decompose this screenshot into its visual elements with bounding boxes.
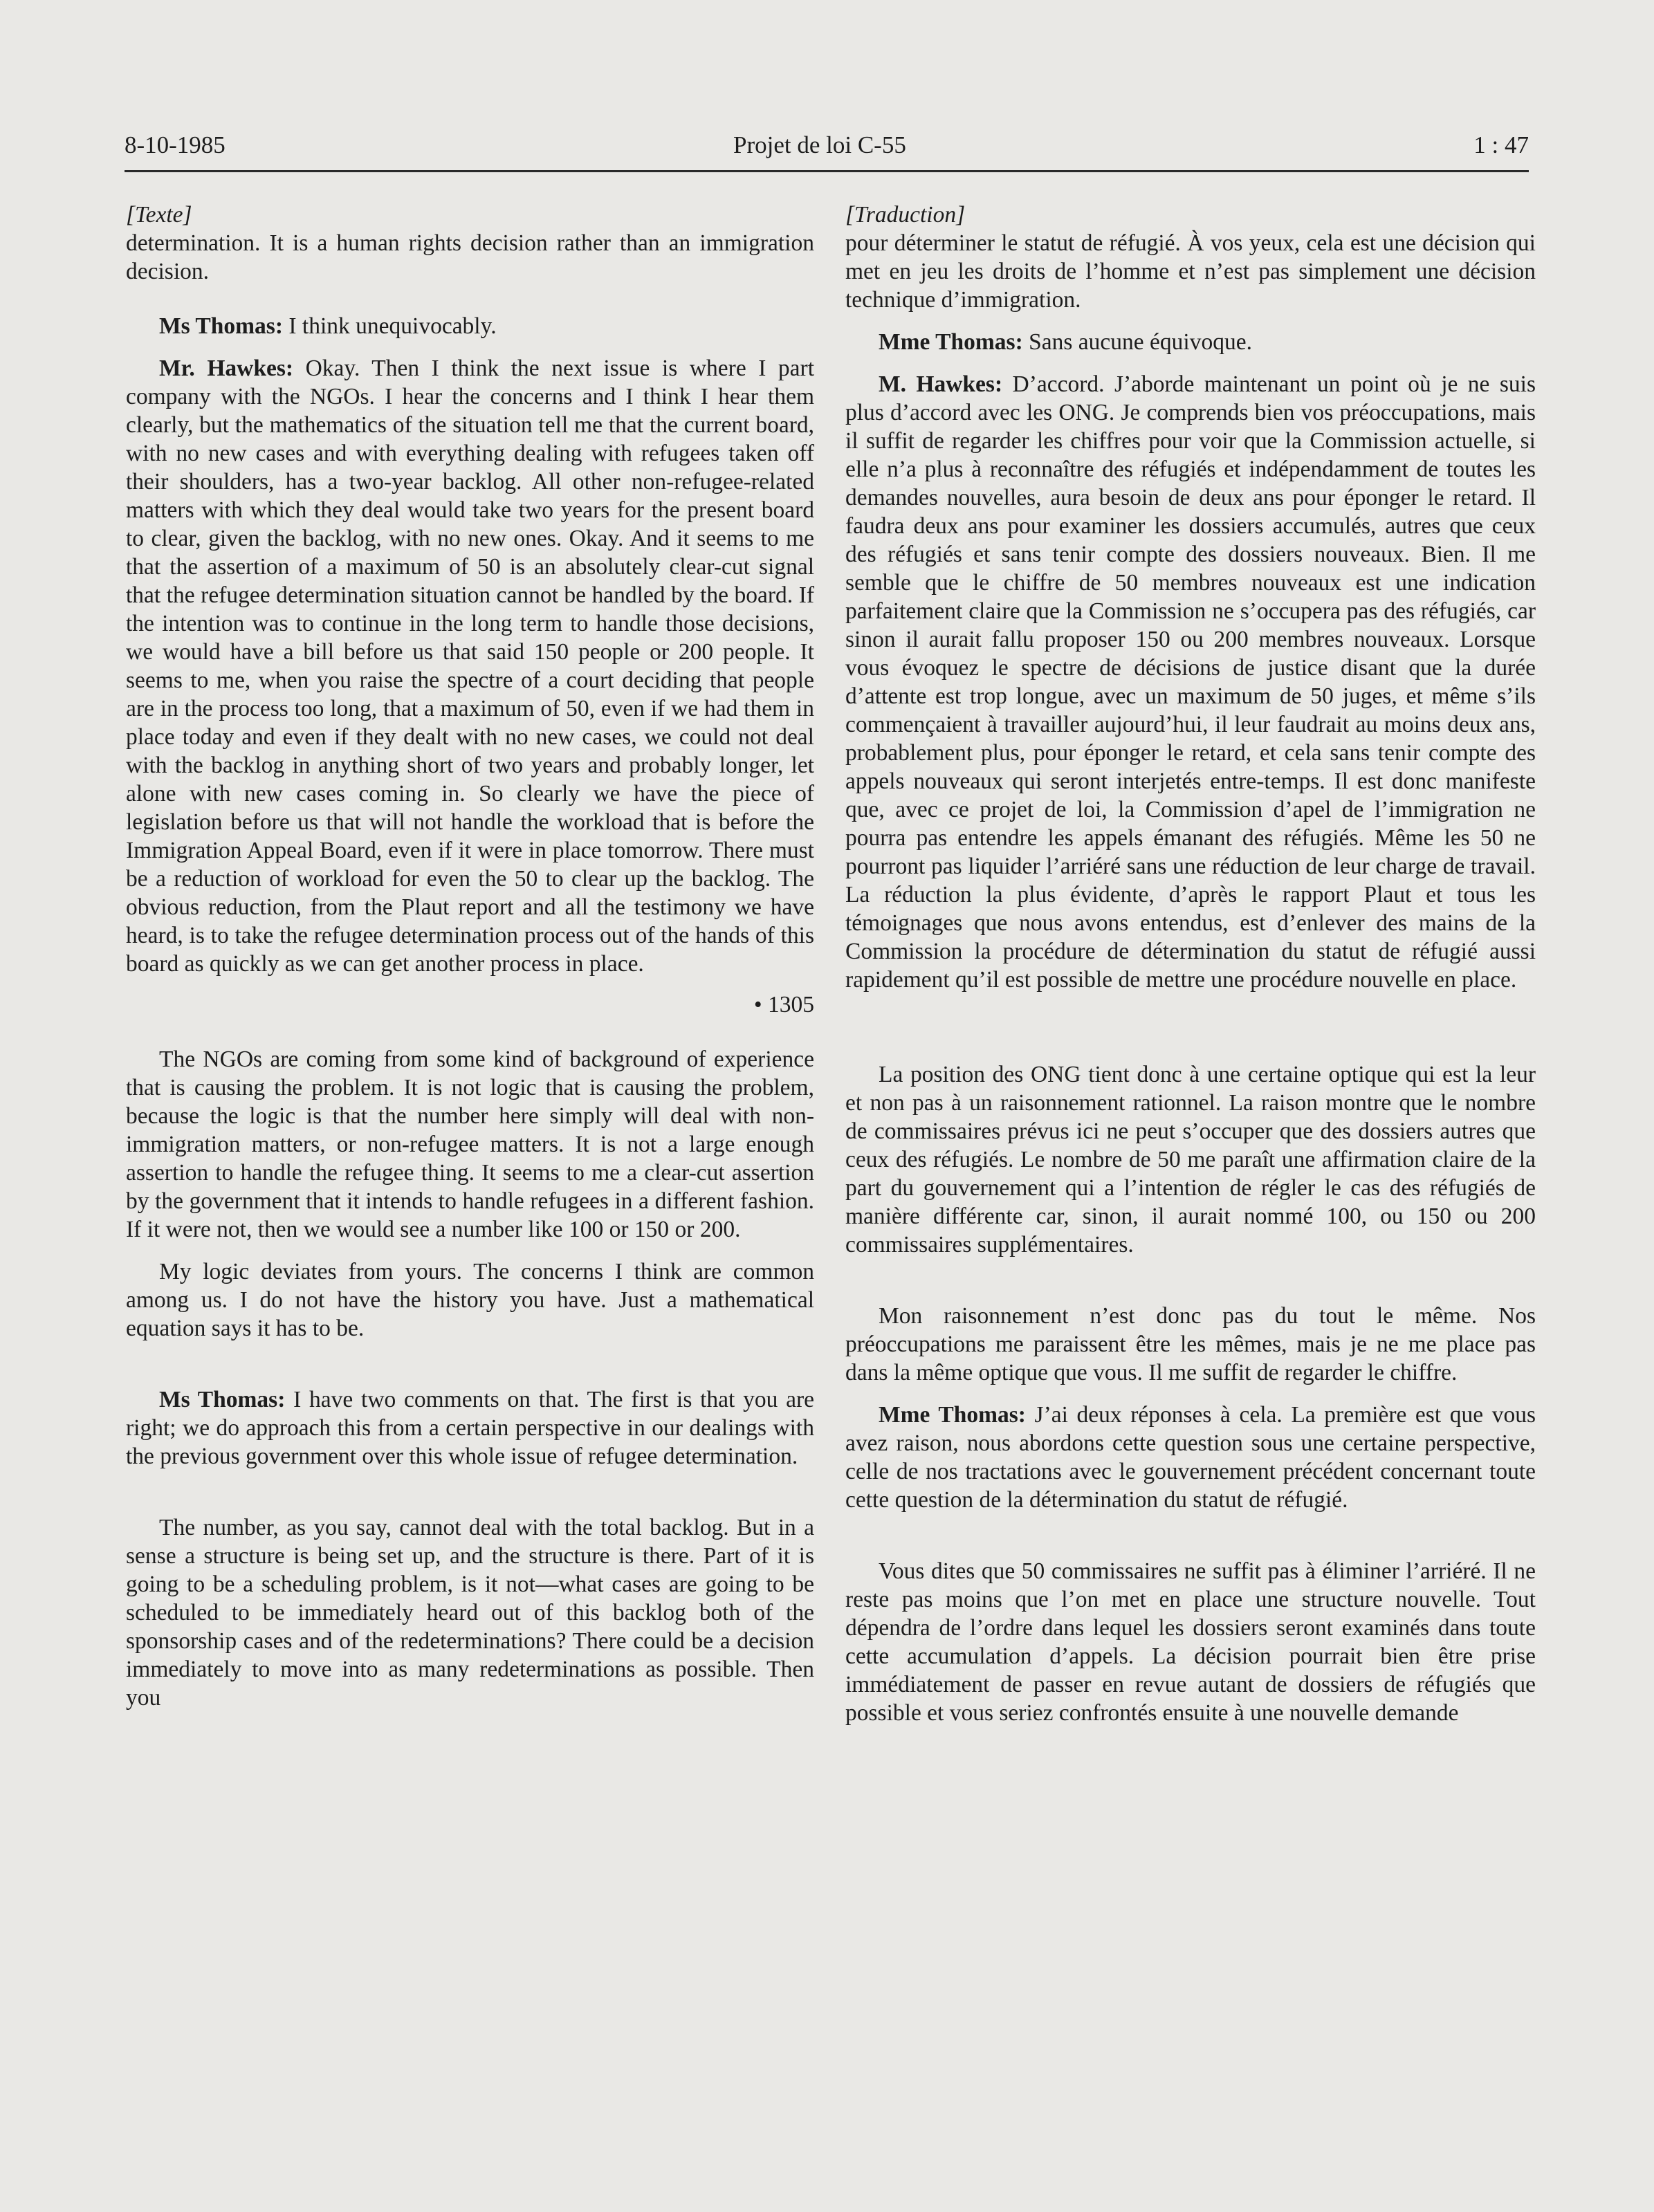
header-title: Projet de loi C-55 — [733, 131, 906, 158]
speech-text: J’ai deux réponses à cela. La première est que vous avez raison, nous abordons cette question sous une certaine perspective, celle de nos tractations avec le gouvernement précédent concernant toute cette question de la détermination du statut de réfugié. — [845, 1402, 1536, 1513]
speech-paragraph — [126, 354, 814, 978]
speaker-name: Mme Thomas: — [879, 329, 1023, 355]
section-label-texte: [Texte] — [126, 202, 192, 228]
speech-paragraph — [845, 370, 1536, 994]
english-column — [126, 201, 814, 1712]
header-rule — [125, 170, 1529, 172]
section-label-traduction: [Traduction] — [845, 202, 966, 228]
paragraph: The NGOs are coming from some kind of background of experience that is causing the problem. It is not logic that is causing the problem, because the logic is that the number here simply will deal with non-immigration matters, or non-refugee matters. It is not a large enough assertion to handle the refugee thing. It seems to me a clear-cut assertion by the government that it intends to handle refugees in a different fashion. If it were not, then we would see a number like 100 or 150 or 200. — [126, 1047, 814, 1242]
speaker-name: Ms Thomas: — [159, 313, 283, 339]
time-marker: • 1305 — [753, 992, 814, 1017]
speaker-name: M. Hawkes: — [879, 371, 1003, 397]
speaker-name: Ms Thomas: — [159, 1387, 286, 1412]
speech-paragraph — [126, 312, 814, 340]
speech-paragraph — [845, 328, 1536, 356]
speech-text: D’accord. J’aborde maintenant un point où je ne suis plus d’accord avec les ONG. Je comprends bien vos préoccupations, mais il suffit de regarder les chiffres pour voir que la Commission actuelle, si elle n’a plus à reconnaître des réfugiés et indépendamment de toutes les demandes nouvelles, aura besoin de deux ans pour éponger le retard. Il faudra deux ans pour examiner les dossiers accumulés, autres que ceux des réfugiés et sans tenir compte des dossiers nouveaux. Bien. Il me semble que le chiffre de 50 membres nouveaux est une indication parfaitement claire que la Commission ne s’occupera pas des réfugiés, car sinon il aurait fallu proposer 150 ou 200 membres nouveaux. Lorsque vous évoquez le spectre de décisions de justice disant que la durée d’attente est trop longue, avec un maximum de 50 juges, et même s’ils commençaient à travailler aujourd’hui, il leur faudrait au moins deux ans, probablement plus, pour éponger le retard, et cela sans tenir compte des appels nouveaux qui seront interjetés entre-temps. Il est donc manifeste que, avec ce projet de loi, la Commission d’apel de l’immigration ne pourra pas entendre les appels émanant des réfugiés. Même les 50 ne pourront pas liquider l’arriéré sans une réduction de leur charge de travail. La réduction la plus évidente, d’après le rapport Plaut et tous les témoignages que nous avons entendus, est d’enlever des mains de la Commission la procédure de détermination du statut de réfugié aussi rapidement qu’il est possible de mettre une procédure nouvelle en place. — [845, 371, 1536, 993]
speech-text: Sans aucune équivoque. — [1022, 329, 1252, 355]
french-column — [845, 201, 1536, 1727]
paragraph: pour déterminer le statut de réfugié. À vos yeux, cela est une décision qui met en jeu les droits de l’homme et n’est pas simplement une décision technique d’immigration. — [845, 230, 1536, 313]
paragraph: determination. It is a human rights decision rather than an immigration decision. — [126, 230, 814, 284]
header-date: 8-10-1985 — [125, 131, 226, 158]
speech-text: I have two comments on that. The first is that you are right; we do approach this from a certain perspective in our dealings with the previous government over this whole issue of refugee determination. — [126, 1387, 814, 1469]
speech-text: I think unequivocably. — [283, 313, 497, 339]
speaker-name: Mme Thomas: — [879, 1402, 1026, 1428]
paragraph: Mon raisonnement n’est donc pas du tout le même. Nos préoccupations me paraissent être les mêmes, mais je ne me place pas dans la même optique que vous. Il me suffit de regarder le chiffre. — [845, 1303, 1536, 1385]
speech-paragraph — [126, 1385, 814, 1471]
paragraph: My logic deviates from yours. The concerns I think are common among us. I do not have the history you have. Just a mathematical equation says it has to be. — [126, 1259, 814, 1341]
paragraph: La position des ONG tient donc à une certaine optique qui est la leur et non pas à un raisonnement rationnel. La raison montre que le nombre de commissaires prévus ici ne peut s’occuper que des dossiers autres que ceux des réfugiés. Le nombre de 50 me paraît une affirmation claire de la part du gouvernement qui a l’intention de régler le cas des réfugiés de manière différente car, sinon, il aurait nommé 100, ou 150 ou 200 commissaires supplémentaires. — [845, 1062, 1536, 1257]
speech-text: Okay. Then I think the next issue is where I part company with the NGOs. I hear the concerns and I think I hear them clearly, but the mathematics of the situation tell me that the current board, with no new cases and with everything dealing with refugees taken off their shoulders, has a two-year backlog. All other non-refugee-related matters with which they deal would take two years for the present board to clear, given the backlog, with no new ones. Okay. And it seems to me that the assertion of a maximum of 50 is an absolutely clear-cut signal that the refugee determination situation cannot be handled by the board. If the intention was to continue in the long term to handle those decisions, we would have a bill before us that said 150 people or 200 people. It seems to me, when you raise the spectre of a court deciding that people are in the process too long, that a maximum of 50, even if we had them in place today and even if they dealt with no new cases, we could not deal with the backlog in anything short of two years and probably longer, let alone with new cases coming in. So clearly we have the piece of legislation before us that will not handle the workload that is before the Immigration Appeal Board, even if it were in place tomorrow. There must be a reduction of workload for even the 50 to clear up the backlog. The obvious reduction, from the Plaut report and all the testimony we have heard, is to take the refugee determination process out of the hands of this board as quickly as we can get another process in place. — [126, 356, 815, 977]
paragraph: The number, as you say, cannot deal with the total backlog. But in a sense a structure is being set up, and the structure is there. Part of it is going to be a scheduling problem, is it not—what cases are going to be scheduled to be immediately heard out of this backlog both of the sponsorship cases and of the redeterminations? There could be a decision immediately to move into as many redeterminations as possible. Then you — [126, 1515, 814, 1711]
speech-paragraph — [845, 1401, 1536, 1514]
paragraph: Vous dites que 50 commissaires ne suffit pas à éliminer l’arriéré. Il ne reste pas moins que l’on met en place une structure nouvelle. Tout dépendra de l’ordre dans lequel les dossiers seront examinés dans toute cette accumulation d’appels. La décision pourrait bien être prise immédiatement de passer en revue autant de dossiers de réfugiés que possible et vous seriez confrontés ensuite à une nouvelle demande — [845, 1558, 1536, 1726]
header-page-number: 1 : 47 — [1473, 131, 1529, 158]
page-header — [125, 131, 1529, 173]
speaker-name: Mr. Hawkes: — [159, 356, 294, 381]
